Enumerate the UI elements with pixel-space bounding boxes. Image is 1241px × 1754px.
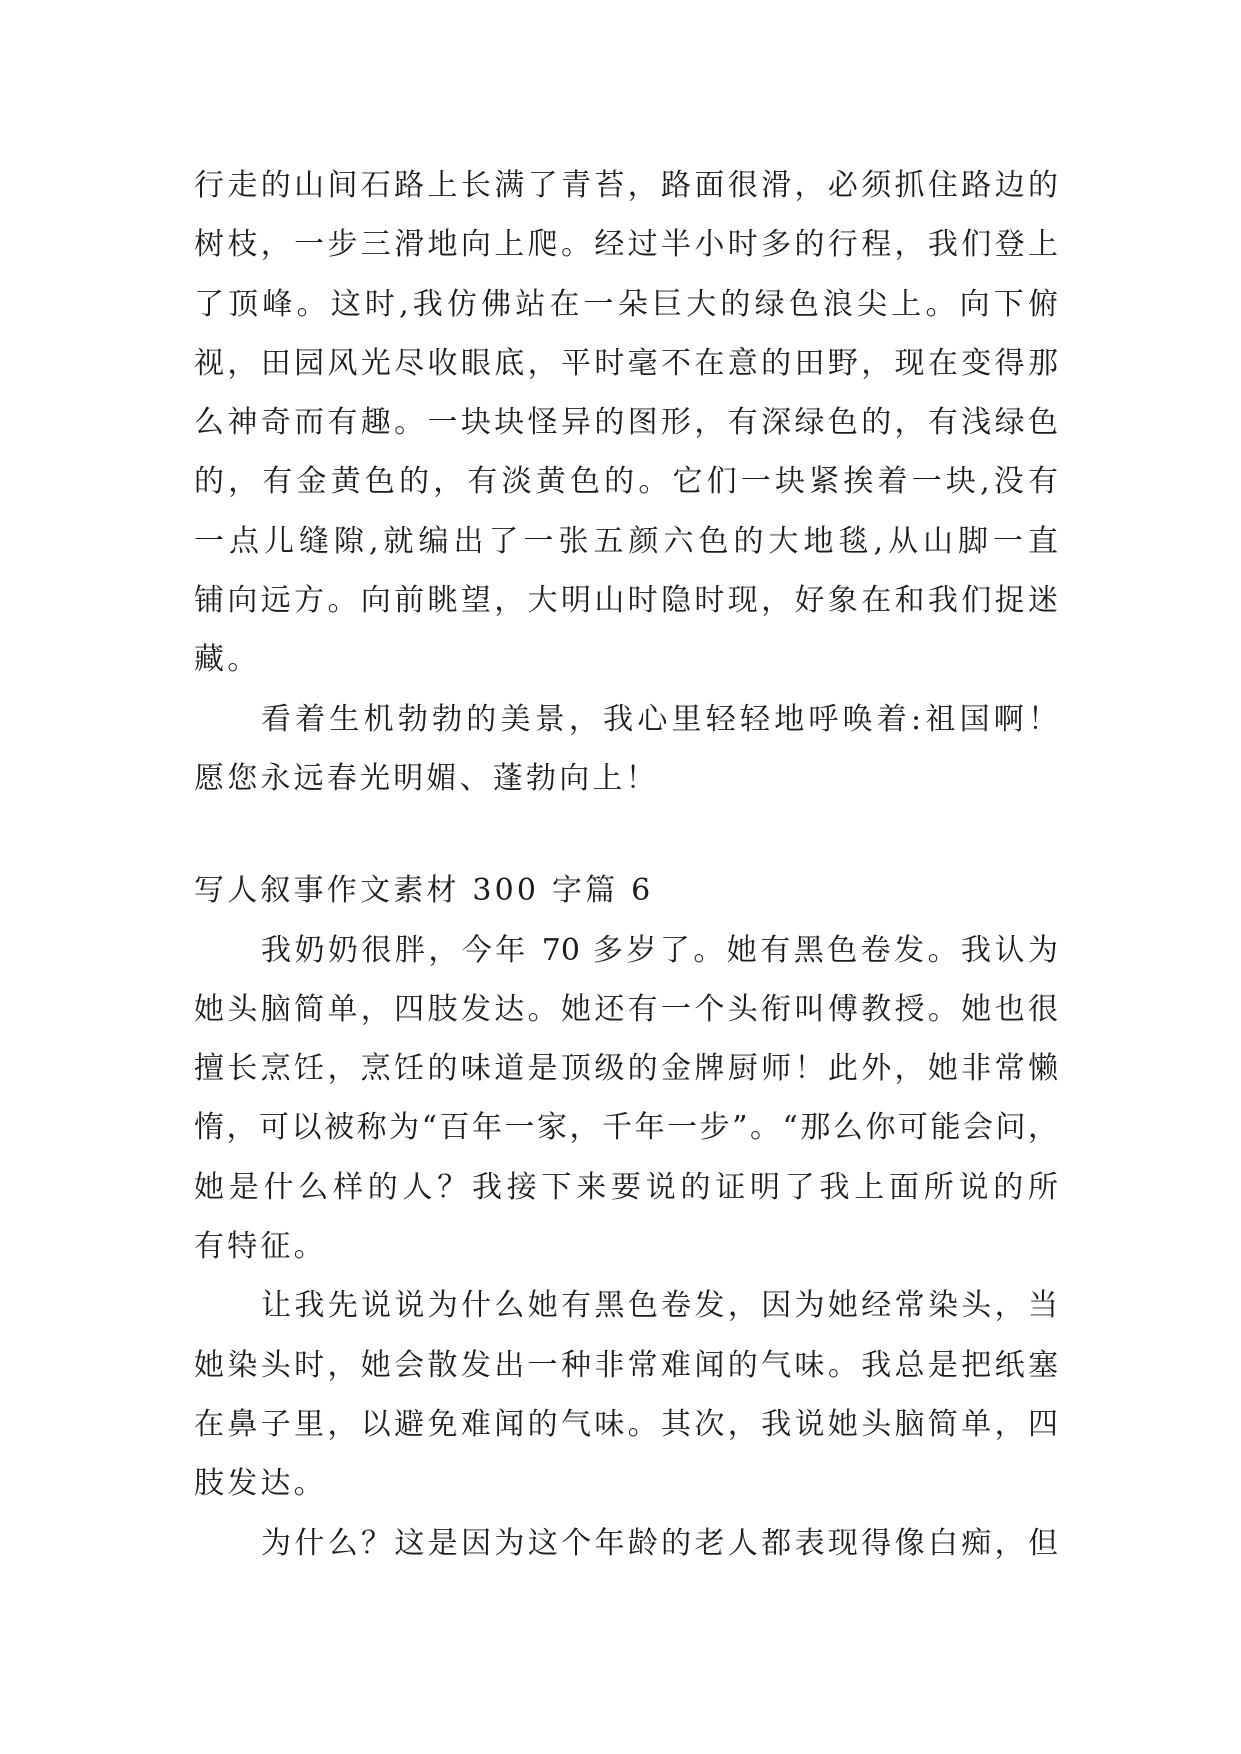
text-line: 她是什么样的人？我接下来要说的证明了我上面所说的所 [194,1169,1058,1205]
text-line: 肢发达。 [194,1466,327,1502]
text-line: 树枝，一步三滑地向上爬。经过半小时多的行程，我们登上 [194,227,1058,263]
text-line: 她染头时，她会散发出一种非常难闻的气味。我总是把纸塞 [194,1347,1058,1383]
paragraph [194,1276,1058,1513]
text-line: 视，田园风光尽收眼底，平时毫不在意的田野，现在变得那 [194,345,1058,381]
text-line: 了顶峰。这时,我仿佛站在一朵巨大的绿色浪尖上。向下俯 [194,286,1058,322]
paragraph [194,690,1058,809]
text-line: 的，有金黄色的，有淡黄色的。它们一块紧挨着一块,没有 [194,464,1058,500]
text-line: 行走的山间石路上长满了青苔，路面很滑，必须抓住路边的 [194,168,1058,203]
blank-line [194,808,1058,861]
text-line: 铺向远方。向前眺望，大明山时隐时现，好象在和我们捉迷 [194,583,1058,619]
page-body [194,156,1058,1573]
text-line: 让我先说说为什么她有黑色卷发，因为她经常染头，当 [261,1288,1058,1324]
text-line: 藏。 [194,642,261,678]
text-line: 一点儿缝隙,就编出了一张五颜六色的大地毯,从山脚一直 [194,523,1058,559]
text-line: 在鼻子里，以避免难闻的气味。其次，我说她头脑简单，四 [194,1406,1058,1442]
text-line: 我奶奶很胖，今年 70 多岁了。她有黑色卷发。我认为 [261,932,1058,968]
paragraph [194,156,1058,690]
text-line: 么神奇而有趣。一块块怪异的图形，有深绿色的，有浅绿色 [194,405,1058,441]
text-line: 惰，可以被称为“百年一家，千年一步”。“那么你可能会问， [194,1110,1058,1146]
paragraph [194,921,1058,1277]
section-title: 写人叙事作文素材 300 字篇 6 [194,873,654,909]
text-line: 有特征。 [194,1229,327,1265]
text-line: 为什么？这是因为这个年龄的老人都表现得像白痴，但 [261,1525,1058,1561]
text-line: 愿您永远春光明媚、蓬勃向上！ [194,760,659,796]
text-line: 擅长烹饪，烹饪的味道是顶级的金牌厨师！此外，她非常懒 [194,1051,1058,1087]
text-line: 她头脑简单，四肢发达。她还有一个头衔叫傅教授。她也很 [194,991,1058,1027]
text-line: 看着生机勃勃的美景，我心里轻轻地呼唤着:祖国啊！ [261,701,1058,737]
paragraph [194,1514,1058,1573]
